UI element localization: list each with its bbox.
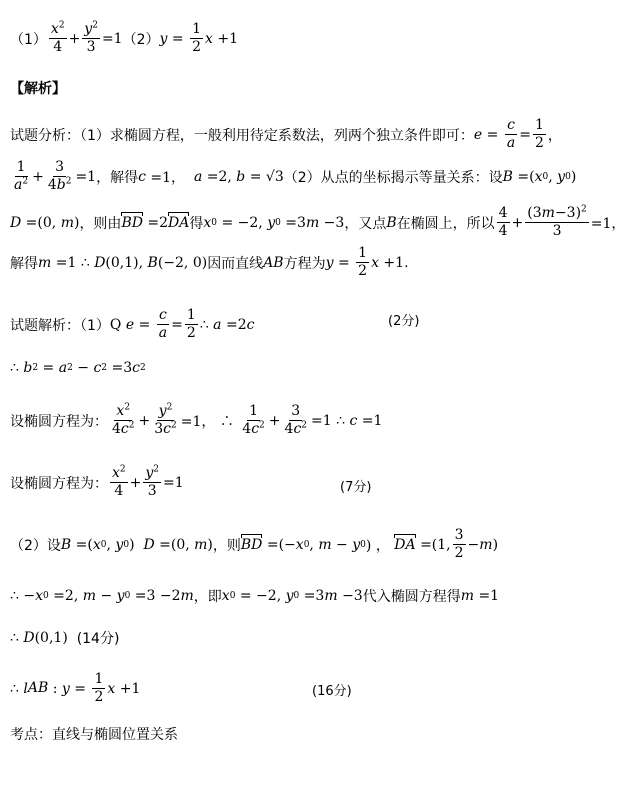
fraction: $\frac{3}{4c^2}$ [284, 403, 308, 437]
fraction: $\frac{c}{a}$ [506, 117, 516, 151]
fraction: $\frac{c}{a}$ [158, 307, 168, 341]
answer-label-2: （2） [122, 31, 160, 48]
fraction: $\frac{y^2}{3}$ [84, 20, 98, 55]
score-1: (2分) [388, 314, 420, 329]
analysis-head: 试题分析：（1）求椭圆方程，一般利用待定系数法，列两个独立条件即可： [10, 127, 474, 144]
solution-line-6: ∴ − x 0 =2, m − y 0 =3 −2 m ，即 x 0 = −2, y 0 =3 m −3 代入椭圆方程得 m =1 [10, 588, 500, 605]
solution-line-5: （2）设 B =( x 0 , y 0 ) D =(0, m ) ，则 BD =(− x 0 , m − y 0 ) ， DA =(1, $\frac{3}{2}$ − m ) [10, 527, 499, 561]
analysis-also: ，又点 [344, 215, 387, 232]
analysis-part2: （2）从点的坐标揭示等量关系：设 [283, 169, 503, 186]
solution-substitute: 代入椭圆方程得 [362, 589, 461, 605]
analysis-therefore-line: 因而直线 [207, 255, 264, 272]
analysis-line-1: 试题分析：（1）求椭圆方程，一般利用待定系数法，列两个独立条件即可： e = $\frac{c}{a}$ = $\frac{1}{2}$ ， [10, 117, 562, 151]
analysis-solve: ，解得 [96, 169, 139, 186]
solution-line-4: 设椭圆方程为： $\frac{x^2}{4}$ + $\frac{y^2}{3}$ =1 [10, 464, 184, 499]
solution-line-3: 设椭圆方程为： $\frac{x^2}{4c^2}$ + $\frac{y^2}{3c^2}$ =1， ∴ $\frac{1}{4c^2}$ + $\frac{3}{4c^2}$ =1 ∴ c =1 [10, 402, 383, 437]
analysis-solve2: 解得 [10, 255, 38, 272]
solution-line-1: 试题解析：（1） Q e = $\frac{c}{a}$ = $\frac{1}{2}$ ∴ a =2 c [10, 307, 255, 341]
solution-set-eq-2: 设椭圆方程为： [10, 475, 108, 492]
fraction: $\frac{1}{a^2}$ [14, 159, 29, 193]
fraction: $\frac{y^2}{3}$ [145, 464, 160, 499]
fraction: $\frac{1}{2}$ [186, 307, 196, 341]
analysis-line-4: 解得 m =1 ∴ D (0,1), B (−2, 0) 因而直线 AB 方程为 y = $\frac{1}{2}$ x +1. [10, 245, 409, 279]
fraction: $\frac{3}{2}$ [454, 527, 464, 561]
analysis-eq-is: 方程为 [283, 255, 326, 272]
analysis-get: 得 [189, 215, 204, 232]
score-3: (14分) [76, 631, 120, 647]
fraction: $\frac{x^2}{4}$ [50, 20, 65, 55]
answer-label-1: （1） [10, 31, 47, 48]
analysis-on-ellipse: 在椭圆上，所以 [396, 215, 495, 232]
solution-then: ，则 [212, 537, 241, 554]
solution-set-eq-1: 设椭圆方程为： [10, 413, 108, 430]
fraction: $\frac{1}{2}$ [358, 245, 368, 279]
solution-head: 试题解析：（1） [10, 317, 110, 334]
analysis-then-by: ，则由 [79, 215, 122, 232]
score-2: (7分) [340, 480, 372, 495]
solution-line-2: ∴ b 2 = a 2 − c 2 =3 c 2 [10, 360, 146, 376]
solution-ie: ，即 [193, 589, 222, 605]
answer-line: （1） $\frac{x^2}{4}$ + $\frac{y^2}{3}$ =1 （2） y = $\frac{1}{2}$ x +1 [10, 20, 238, 55]
jiexi-heading: 【解析】 [10, 81, 66, 97]
fraction: $\frac{3}{4b^2}$ [47, 159, 72, 193]
analysis-line-2: $\frac{1}{a^2}$ + $\frac{3}{4b^2}$ =1 ，解得 c =1， a =2, b = √3 （2）从点的坐标揭示等量关系：设 B =( x 0 , y 0 ) [14, 159, 577, 193]
solution-line-7: ∴ D (0,1) (14分) [10, 630, 120, 647]
fraction: $\frac{x^2}{4}$ [112, 464, 126, 499]
fraction: $\frac{1}{2}$ [192, 21, 201, 55]
fraction: $\frac{1}{4c^2}$ [242, 403, 265, 437]
score-4: (16分) [312, 684, 352, 699]
fraction: $\frac{y^2}{3c^2}$ [154, 402, 177, 437]
solution-part2: （2）设 [10, 537, 61, 554]
fraction: $\frac{1}{2}$ [534, 117, 544, 151]
fraction: $\frac{x^2}{4c^2}$ [112, 402, 135, 437]
fraction: $\frac{4}{4}$ [498, 205, 508, 239]
kaodian: 考点：直线与椭圆位置关系 [10, 727, 178, 743]
solution-line-8: ∴ l AB : y = $\frac{1}{2}$ x +1 [10, 671, 141, 705]
fraction: $\frac{1}{2}$ [94, 671, 104, 705]
analysis-line-3: D =(0, m ) ，则由 BD =2 DA 得 x 0 = −2, y 0 =3 m −3 ，又点 B 在椭圆上，所以 $\frac{4}{4}$ + $\frac{(3m-3)^2}{3}$ =1， [10, 204, 626, 239]
fraction: $\frac{(3m-3)^2}{3}$ [527, 204, 587, 239]
